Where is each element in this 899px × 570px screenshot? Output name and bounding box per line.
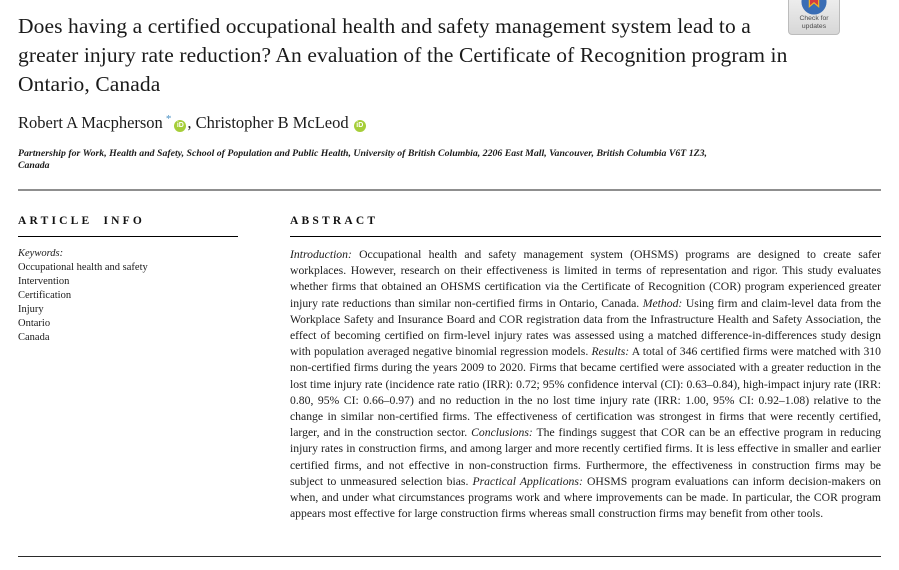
corresponding-author-asterisk[interactable]: * [165, 112, 172, 125]
header-divider-rule [18, 189, 881, 191]
keyword-item: Intervention [18, 276, 70, 287]
article-info-heading-rule [18, 236, 238, 237]
abstract-text [290, 247, 881, 522]
author-name: Christopher B McLeod [195, 113, 349, 132]
abstract-segment: Using firm and claim-level data from the Workplace Safety and Insurance Board and COR registration data from the Infrastructure Health and Safety Association, the effect of becoming certified on firm-level injury rates was assessed using a matched difference-in-differences study design with population averaged negative binomial regression models. [290, 296, 882, 359]
keywords-label: Keywords: [18, 248, 64, 259]
footer-divider-rule [18, 556, 881, 557]
article-title: Does having a certified occupational health and safety management system lead to a greater injury rate reduction? An evaluation of the Certificate of Recognition program in Ontario, Canada [18, 14, 788, 96]
affiliation-line: Partnership for Work, Health and Safety, School of Population and Public Health, University of British Columbia, 2206 East Mall, Vancouver, British Columbia V6T 1Z3, [18, 148, 707, 159]
abstract-section-label: Introduction: [290, 248, 352, 261]
abstract-segment: OHSMS program evaluations can inform decision-makers on when, and under what circumstances programs work and where improvements can be made. In particular, the COR program appears most effective for large construction firms whereas small construction firms may benefit from other tools. [290, 474, 882, 521]
abstract-heading-rule [290, 236, 881, 237]
crossmark-badge-label: Check for updates [799, 15, 829, 30]
article-info-heading: ARTICLE INFO [18, 215, 146, 227]
abstract-segment: The findings suggest that COR can be an effective program in reducing injury rates in construction firms, and among larger and more recently certified firms. It is less effective in smaller and earlier certified firms, and not effective in non-construction firms. Furthermore, the effectiveness in construction firms may be subject to unmeasured selection bias. [290, 426, 882, 488]
keyword-item: Occupational health and safety [18, 262, 148, 273]
affiliation-line: Canada [18, 160, 50, 171]
keyword-item: Canada [18, 332, 50, 343]
affiliation [18, 148, 881, 172]
keyword-item: Certification [18, 290, 72, 301]
author-separator: , [187, 113, 196, 132]
orcid-icon[interactable]: iD [354, 120, 366, 132]
abstract-section-label: Conclusions: [471, 426, 533, 440]
crossmark-logo-icon [801, 0, 827, 15]
abstract-segment: A total of 346 certified firms were matched with 310 non-certified firms during the years 2009 to 2020. Firms that became certified were associated with a greater reduction in the lost time injury rate (incidence rate ratio (IRR): 0.72; 95% confidence interval (CI): 0.63–0.84), high-impact injury rate (IRR: 0.80, 95% CI: 0.66–0.97) and no reduction in the no lost time injury rate (IRR: 1.00, 95% CI: 0.92–1.08) relative to the change in similar non-certified firms. The effectiveness of certification was strongest in firms that were recently certified, larger, and in the construction sector. [290, 345, 881, 440]
abstract-section-label: Practical Applications: [472, 474, 583, 488]
info-abstract-columns [18, 215, 881, 522]
abstract-section [290, 215, 881, 522]
abstract-heading: ABSTRACT [290, 215, 379, 227]
abstract-section-label: Method: [642, 296, 683, 310]
keyword-item: Ontario [18, 318, 51, 329]
keyword-item: Injury [18, 304, 44, 315]
abstract-segment: Occupational health and safety management system (OHSMS) programs are designed to create safer workplaces. However, research on their effectiveness is limited in terms of representation and rigor. This study evaluates whether firms that obtained an OHSMS certification via the Certificate of Recognition (COR) program experienced greater injury rate reductions than similar non-certified firms in Ontario, Canada. [290, 248, 881, 310]
abstract-section-label: Results: [591, 345, 630, 359]
author-list [18, 113, 881, 133]
crossmark-check-for-updates-badge[interactable] [788, 0, 840, 35]
orcid-icon[interactable]: iD [174, 120, 186, 132]
author-name: Robert A Macpherson [18, 113, 163, 132]
article-info-section [18, 215, 238, 522]
